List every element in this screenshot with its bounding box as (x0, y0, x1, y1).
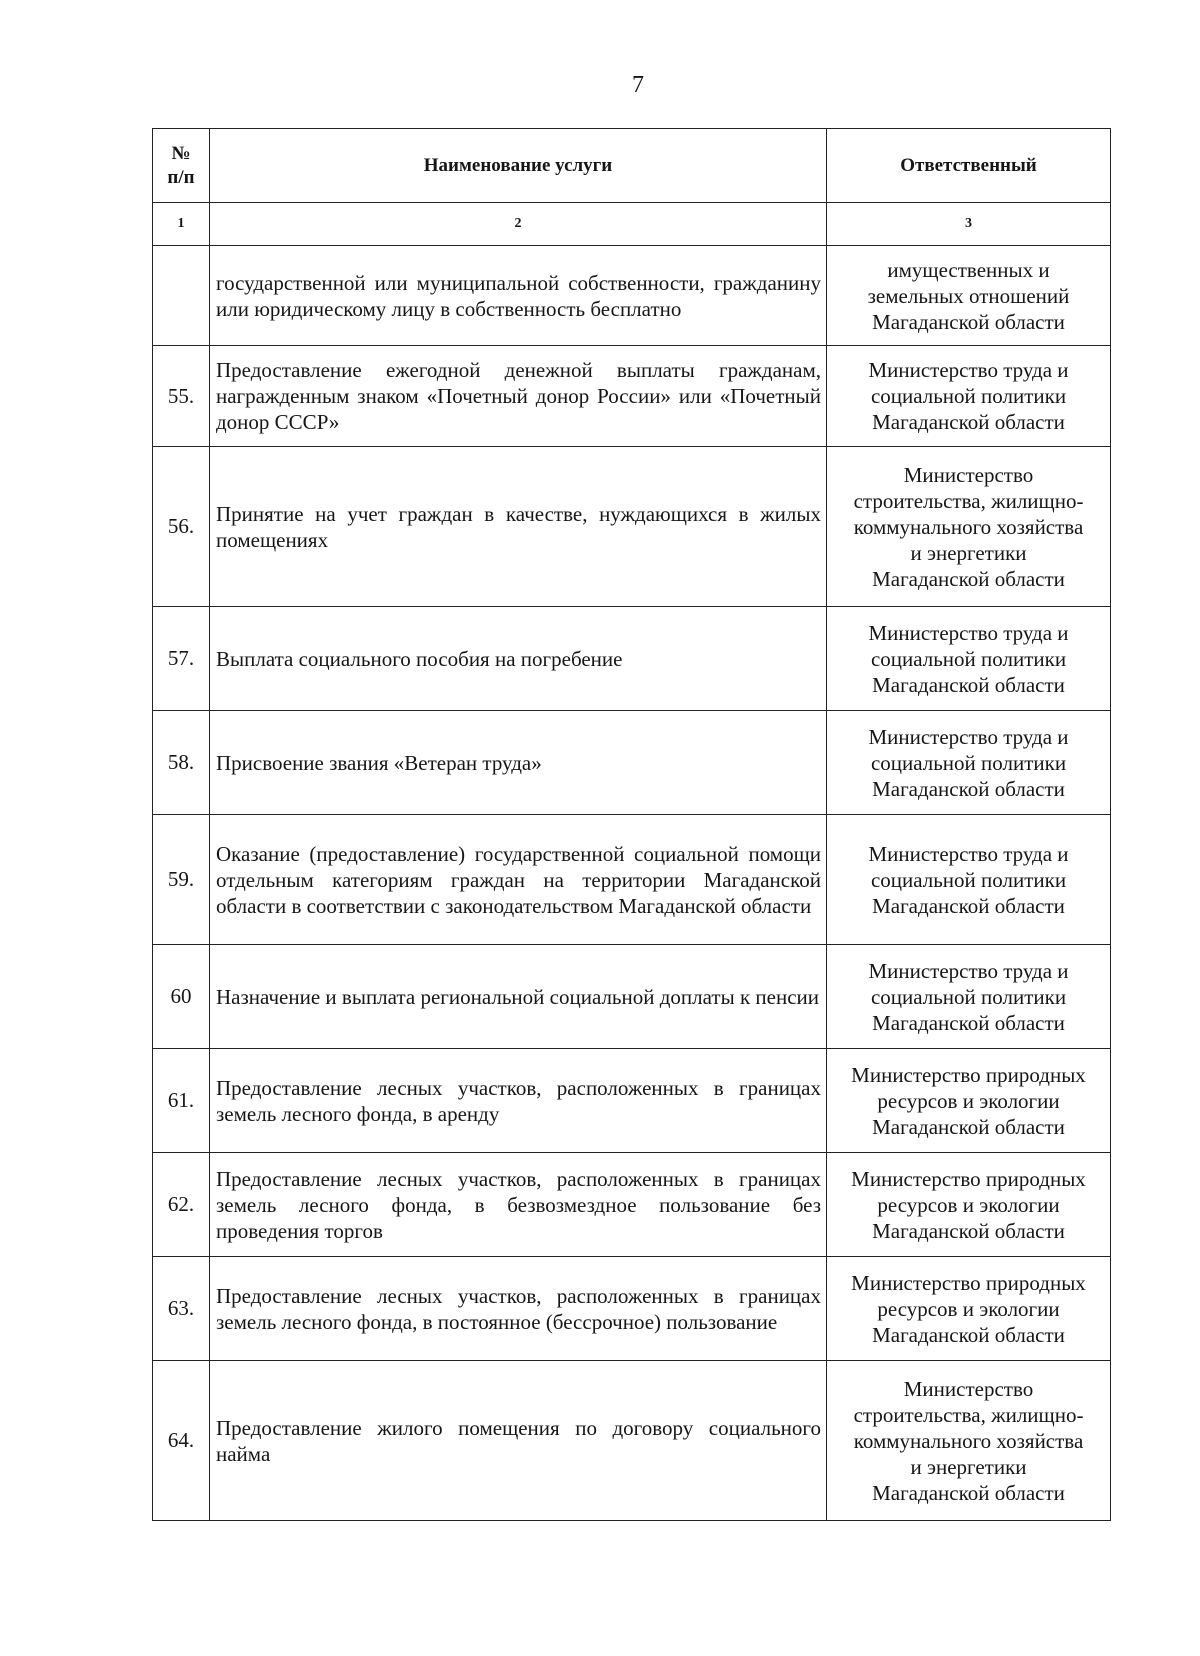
responsible-line: социальной политики (870, 750, 1067, 775)
responsible-line: социальной политики (870, 867, 1067, 892)
responsible-cell (827, 815, 1111, 945)
responsible-cell (827, 346, 1111, 447)
responsible-line: Магаданской области (872, 1218, 1065, 1243)
header-service-name: Наименование услуги (210, 129, 827, 203)
service-cell (210, 711, 827, 815)
header-number-label: п/п (167, 166, 195, 188)
row-number: 60 (153, 945, 210, 1049)
table-row (153, 447, 1111, 607)
responsible-line: ресурсов и экологии (877, 1088, 1060, 1113)
responsible-line: ресурсов и экологии (877, 1192, 1060, 1217)
responsible-line: Министерство труда и (868, 841, 1069, 866)
table-row (153, 246, 1111, 346)
header-number-sign: № (171, 142, 191, 164)
row-number: 61. (153, 1049, 210, 1153)
responsible-line: ресурсов и экологии (877, 1296, 1060, 1321)
table-row (153, 711, 1111, 815)
row-number: 55. (153, 346, 210, 447)
services-table (152, 128, 1111, 1521)
responsible-line: Магаданской области (872, 776, 1065, 801)
column-number-3: 3 (827, 203, 1111, 246)
service-cell (210, 346, 827, 447)
responsible-line: Магаданской области (872, 1114, 1065, 1139)
table-row (153, 346, 1111, 447)
service-cell (210, 815, 827, 945)
service-name: Предоставление жилого помещения по договору социального найма (216, 1415, 821, 1466)
row-number: 63. (153, 1257, 210, 1361)
row-number: 62. (153, 1153, 210, 1257)
responsible-line: Магаданской области (872, 309, 1065, 334)
service-name: Оказание (предоставление) государственной социальной помощи отдельным категориям граждан на территории Магаданской области в соответствии с законодательством Магаданской области (216, 841, 821, 918)
service-name: Присвоение звания «Ветеран труда» (216, 750, 542, 775)
header-responsible: Ответственный (827, 129, 1111, 203)
service-name: Предоставление лесных участков, расположенных в границах земель лесного фонда, в безвозмездное пользование без проведения торгов (216, 1166, 821, 1243)
responsible-cell (827, 1257, 1111, 1361)
service-name: Предоставление ежегодной денежной выплаты гражданам, награжденным знаком «Почетный донор России» или «Почетный донор СССР» (216, 358, 821, 434)
responsible-line: Министерство труда и (868, 358, 1069, 382)
responsible-line: и энергетики (910, 540, 1027, 565)
table-header-row (153, 129, 1111, 203)
service-cell (210, 1049, 827, 1153)
table-row (153, 815, 1111, 945)
responsible-line: Министерство природных (851, 1062, 1086, 1087)
responsible-line: земельных отношений (867, 283, 1070, 308)
service-name: Принятие на учет граждан в качестве, нуждающихся в жилых помещениях (216, 501, 821, 552)
responsible-cell (827, 1153, 1111, 1257)
table-row (153, 1153, 1111, 1257)
responsible-line: коммунального хозяйства (853, 1428, 1084, 1453)
service-name: государственной или муниципальной собственности, гражданину или юридическому лицу в собственность бесплатно (216, 270, 821, 321)
service-name: Предоставление лесных участков, расположенных в границах земель лесного фонда, в постоянное (бессрочное) пользование (216, 1283, 821, 1334)
responsible-cell (827, 711, 1111, 815)
service-name: Предоставление лесных участков, расположенных в границах земель лесного фонда, в аренду (216, 1075, 821, 1126)
responsible-line: социальной политики (870, 384, 1067, 408)
responsible-line: Министерство природных (851, 1270, 1086, 1295)
responsible-cell (827, 945, 1111, 1049)
responsible-line: Магаданской области (872, 672, 1065, 697)
responsible-line: социальной политики (870, 984, 1067, 1009)
responsible-line: имущественных и (887, 257, 1050, 282)
responsible-line: социальной политики (870, 646, 1067, 671)
table-row (153, 945, 1111, 1049)
responsible-line: строительства, жилищно- (853, 488, 1084, 513)
row-number: 58. (153, 711, 210, 815)
service-name: Назначение и выплата региональной социальной доплаты к пенсии (216, 984, 819, 1009)
responsible-line: Магаданской области (872, 410, 1065, 434)
table-row (153, 1361, 1111, 1521)
responsible-line: строительства, жилищно- (853, 1402, 1084, 1427)
table-row (153, 607, 1111, 711)
responsible-cell (827, 246, 1111, 346)
responsible-line: коммунального хозяйства (853, 514, 1084, 539)
row-number: 56. (153, 447, 210, 607)
responsible-line: Магаданской области (872, 893, 1065, 918)
responsible-line: Министерство труда и (868, 724, 1069, 749)
responsible-line: Магаданской области (872, 1480, 1065, 1505)
page-number: 7 (632, 72, 644, 98)
table-row (153, 1049, 1111, 1153)
row-number: 57. (153, 607, 210, 711)
service-cell (210, 1257, 827, 1361)
service-cell (210, 1361, 827, 1521)
responsible-cell (827, 447, 1111, 607)
service-name: Выплата социального пособия на погребение (216, 646, 623, 671)
row-number (153, 246, 210, 346)
table-body (153, 246, 1111, 1521)
table-row (153, 1257, 1111, 1361)
service-cell (210, 945, 827, 1049)
row-number: 59. (153, 815, 210, 945)
responsible-line: Министерство (903, 462, 1034, 487)
service-cell (210, 447, 827, 607)
column-number-1: 1 (153, 203, 210, 246)
responsible-line: Министерство труда и (868, 958, 1069, 983)
responsible-cell (827, 1361, 1111, 1521)
service-cell (210, 246, 827, 346)
responsible-cell (827, 607, 1111, 711)
responsible-line: Магаданской области (872, 1010, 1065, 1035)
row-number: 64. (153, 1361, 210, 1521)
header-number (153, 129, 210, 203)
column-number-2: 2 (210, 203, 827, 246)
responsible-line: Магаданской области (872, 566, 1065, 591)
service-cell (210, 1153, 827, 1257)
responsible-line: Магаданской области (872, 1322, 1065, 1347)
responsible-cell (827, 1049, 1111, 1153)
responsible-line: Министерство природных (851, 1166, 1086, 1191)
responsible-line: Министерство труда и (868, 620, 1069, 645)
responsible-line: Министерство (903, 1376, 1034, 1401)
service-cell (210, 607, 827, 711)
responsible-line: и энергетики (910, 1454, 1027, 1479)
column-numbers-row (153, 203, 1111, 246)
